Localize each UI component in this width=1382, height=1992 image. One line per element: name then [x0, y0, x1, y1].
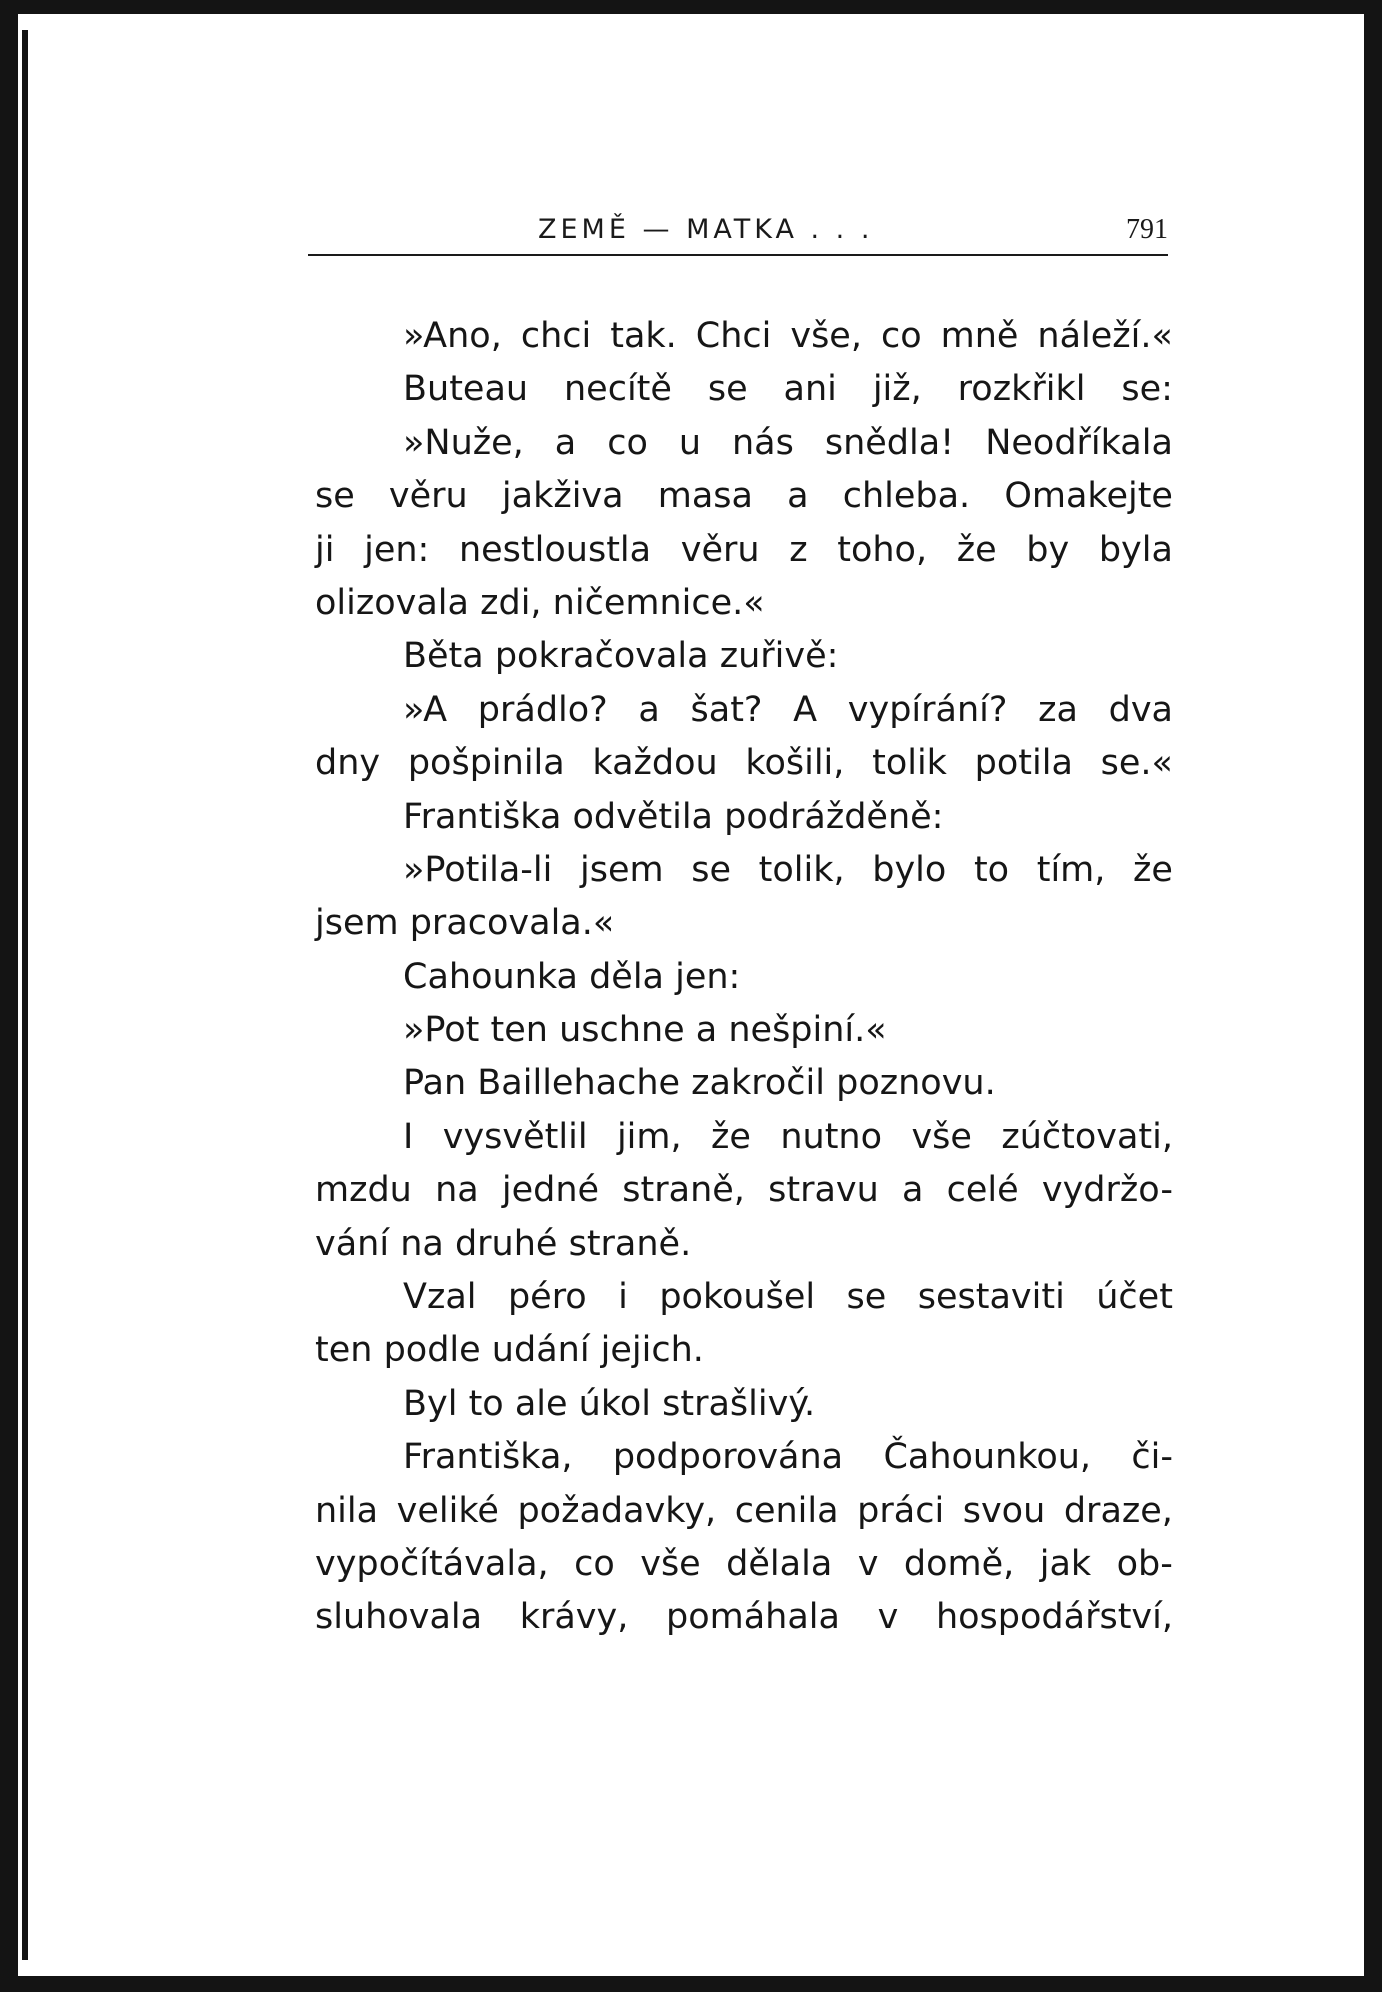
running-header [308, 202, 1168, 256]
text-line: Františka odvětila podrážděně: [403, 796, 944, 837]
running-title: ZEMĚ — MATKA . . . [538, 214, 874, 245]
text-line: ten podle udání jejich. [315, 1330, 704, 1371]
text-line: olizovala zdi, ničemnice.« [315, 582, 765, 623]
scan-edge-left [22, 30, 28, 1960]
text-line: mzdu na jedné straně, stravu a celé vydržo- [315, 1170, 1173, 1211]
text-line: I vysvětlil jim, že nutno vše zúčtovati, [403, 1116, 1173, 1157]
text-line: »Potila-li jsem se tolik, bylo to tím, že [403, 849, 1173, 890]
text-line: Buteau necítě se ani již, rozkřikl se: [403, 369, 1173, 410]
text-line: Běta pokračovala zuřivě: [403, 636, 839, 677]
text-line: jsem pracovala.« [315, 903, 615, 944]
text-line: »A prádlo? a šat? A vypírání? za dva [403, 689, 1173, 730]
page-number: 791 [1126, 214, 1168, 245]
text-line: Byl to ale úkol strašlivý. [403, 1383, 816, 1424]
text-line: dny pošpinila každou košili, tolik potila se.« [315, 743, 1173, 784]
text-line: ji jen: nestloustla věru z toho, že by byla [315, 529, 1173, 570]
text-line: Vzal péro i pokoušel se sestaviti účet [403, 1277, 1173, 1318]
text-line: vání na druhé straně. [315, 1223, 692, 1264]
text-line: »Ano, chci tak. Chci vše, co mně náleží.« [403, 316, 1173, 356]
text-line: vypočítávala, co vše dělala v domě, jak ob- [315, 1543, 1173, 1584]
text-line: sluhovala krávy, pomáhala v hospodářství, [315, 1597, 1173, 1638]
body-text [315, 310, 1173, 1645]
text-line: »Pot ten uschne a nešpiní.« [403, 1010, 887, 1051]
text-line: »Nuže, a co u nás snědla! Neodříkala [403, 422, 1173, 463]
text-line: Františka, podporována Čahounkou, či- [403, 1437, 1173, 1478]
text-line: se věru jakživa masa a chleba. Omakejte [315, 476, 1173, 517]
text-line: Pan Baillehache zakročil poznovu. [403, 1063, 996, 1104]
text-line: Cahounka děla jen: [403, 956, 741, 997]
text-line: nila veliké požadavky, cenila práci svou draze, [315, 1490, 1173, 1531]
book-page [18, 14, 1364, 1976]
